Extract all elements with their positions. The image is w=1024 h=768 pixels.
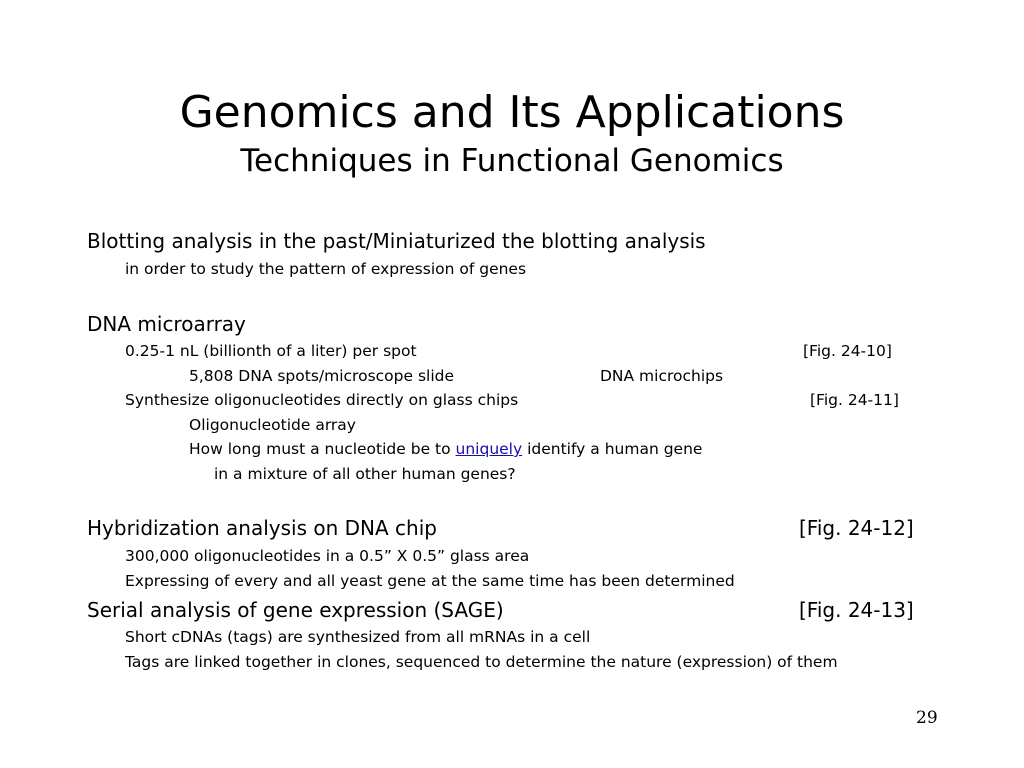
- sage-heading: Serial analysis of gene expression (SAGE): [87, 598, 504, 622]
- microarray-volume: 0.25-1 nL (billionth of a liter) per spot: [125, 342, 417, 360]
- hybridization-detail-1: 300,000 oligonucleotides in a 0.5” X 0.5” glass area: [125, 547, 530, 565]
- microarray-question: [189, 438, 702, 460]
- hybridization-fig-ref: [Fig. 24-12]: [799, 516, 914, 540]
- hybridization-detail-2: Expressing of every and all yeast gene at the same time has been determined: [125, 572, 735, 590]
- slide-subtitle: Techniques in Functional Genomics: [240, 143, 784, 179]
- blotting-detail: in order to study the pattern of expression of genes: [125, 260, 527, 278]
- microarray-question-continued: in a mixture of all other human genes?: [214, 465, 516, 483]
- blotting-heading: Blotting analysis in the past/Miniaturized the blotting analysis: [87, 229, 706, 253]
- microarray-oligo-array: Oligonucleotide array: [189, 416, 356, 434]
- question-end: identify a human gene: [522, 440, 703, 458]
- uniquely-link[interactable]: uniquely: [455, 440, 523, 458]
- hybridization-heading: Hybridization analysis on DNA chip: [87, 516, 437, 540]
- page-number: 29: [916, 708, 938, 728]
- microarray-volume-fig-ref: [Fig. 24-10]: [803, 342, 892, 360]
- question-start: How long must a nucleotide be to: [189, 440, 456, 458]
- microarray-synthesize-fig-ref: [Fig. 24-11]: [810, 391, 899, 409]
- sage-detail-2: Tags are linked together in clones, sequenced to determine the nature (expression) of them: [125, 653, 838, 671]
- slide-title: Genomics and Its Applications: [179, 87, 845, 138]
- microarray-heading: DNA microarray: [87, 312, 246, 336]
- microarray-synthesize: Synthesize oligonucleotides directly on glass chips: [125, 391, 519, 409]
- microarray-spots: 5,808 DNA spots/microscope slide: [189, 367, 455, 385]
- sage-fig-ref: [Fig. 24-13]: [799, 598, 914, 622]
- sage-detail-1: Short cDNAs (tags) are synthesized from all mRNAs in a cell: [125, 628, 591, 646]
- microarray-microchips: DNA microchips: [600, 367, 724, 385]
